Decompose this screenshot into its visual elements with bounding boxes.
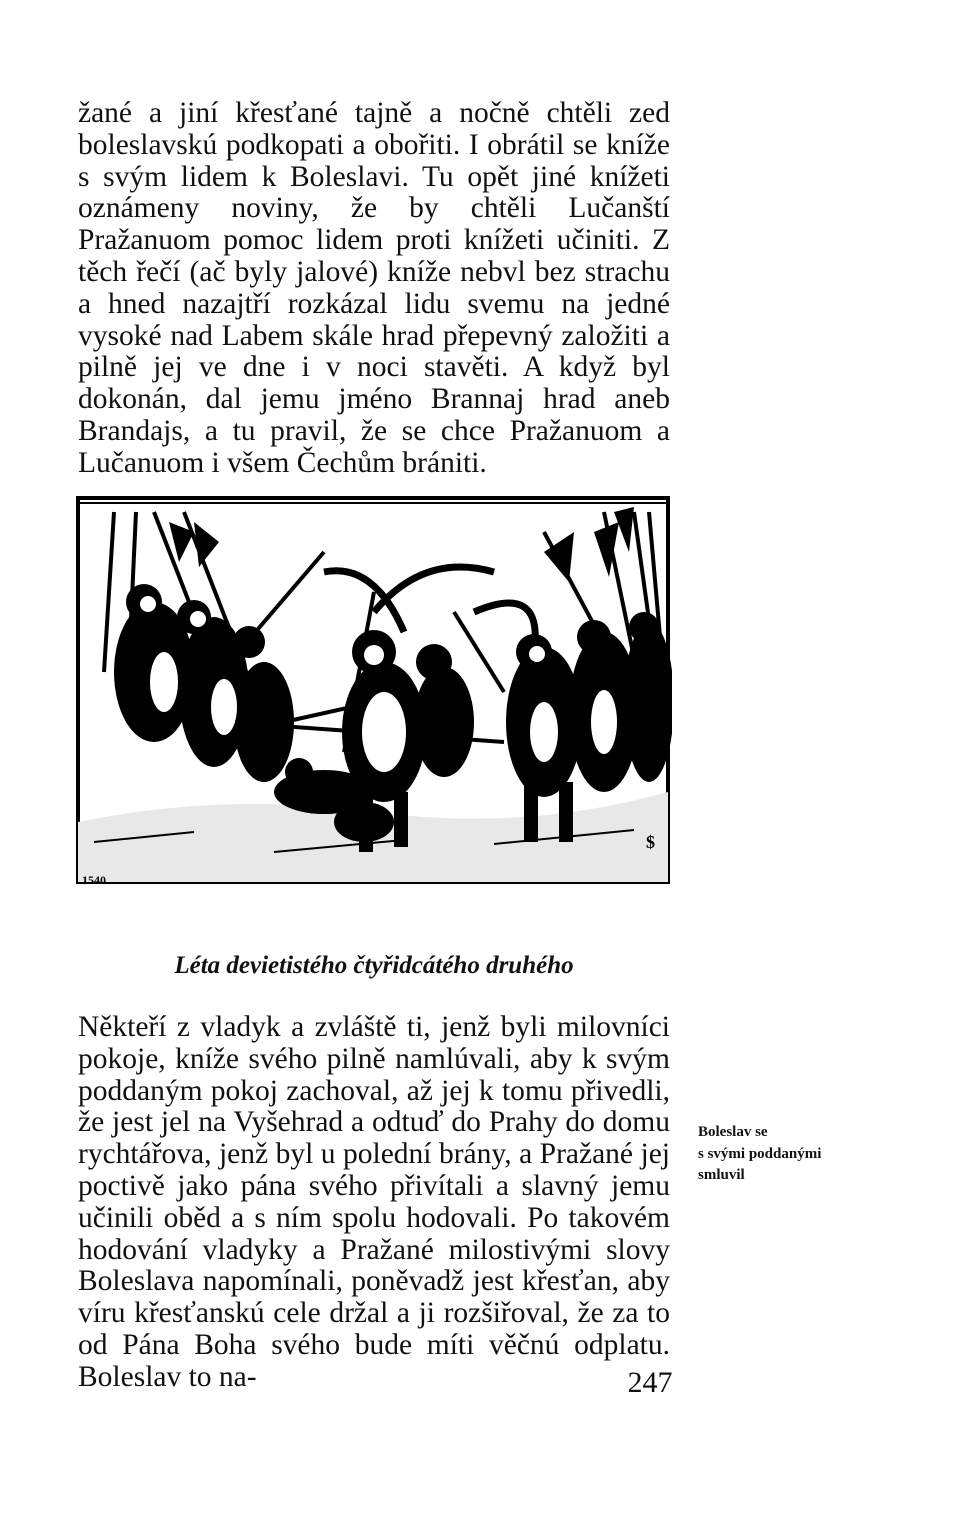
woodcut-illustration [74,492,672,892]
woodcut-year-mark: 1540 [82,873,106,887]
page-number: 247 [627,1366,673,1399]
marginal-note [698,1122,868,1187]
marginal-note-line: Boleslav se [698,1124,768,1140]
woodcut-monogram-mark: $ [646,832,655,852]
body-paragraph-bottom: Někteří z vladyk a zvláště ti, jenž byli milovníci pokoje, kníže svého pilně namlúvali, aby k svým poddaným pokoj zachoval, až jej k tomu přivedli, že jest jel na Vyšehrad a odtuď do Prahy do domu rychtářova, jenž byl u polední brány, a Pražané jej poctivě jako pána svého přivítali a slavný jemu učinili oběd a s ním spolu hodovali. Po takovém hodování vladyky a Pražané milostivými slovy Boleslava napomínali, poněvadž jest křesťan, aby víru křesťanskú cele držal a ji rozšiřoval, že za to od Pána Boha svého bude míti věčnú odplatu. Boleslav to na- [78,1011,670,1393]
marginal-note-line: smluvil [698,1167,745,1183]
battle-scene-image [74,492,672,892]
marginal-note-line: s svými poddanými [698,1145,822,1162]
body-paragraph-top: žané a jiní křesťané tajně a nočně chtěli zed boleslavskú podkopati a obořiti. I obrátil se kníže s svým lidem k Boleslavi. Tu opět jiné knížeti oznámeny noviny, že by chtěli Lučanští Pražanuom pomoc lidem proti knížeti učiniti. Z těch řečí (ač byly jalové) kníže nebvl bez strachu a hned nazajtří rozkázal lidu svemu na jedné vysoké nad Labem skále hrad přepevný založiti a pilně jej ve dne i v noci stavěti. A když byl dokonán, dal jemu jméno Brannaj hrad aneb Brandajs, a tu pravil, že se chce Pražanuom a Lučanuom i všem Čechům brániti. [78,97,670,479]
section-heading: Léta devietistého čtyřidcátého druhého [174,952,574,979]
